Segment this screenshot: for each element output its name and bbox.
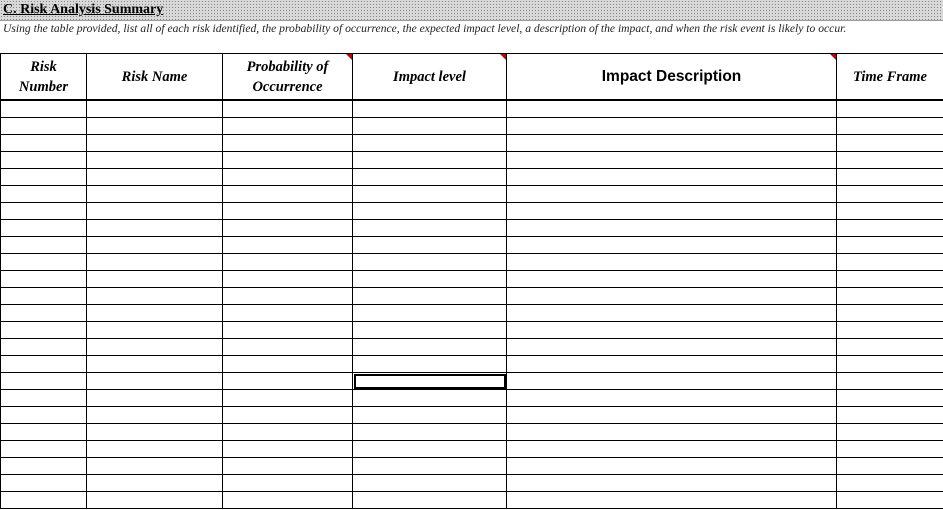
table-cell[interactable] <box>507 373 837 390</box>
table-cell[interactable] <box>507 100 837 118</box>
table-cell[interactable] <box>1 169 87 186</box>
table-cell[interactable] <box>223 356 353 373</box>
table-cell[interactable] <box>507 186 837 203</box>
table-cell[interactable] <box>353 424 507 441</box>
table-cell[interactable] <box>1 152 87 169</box>
table-cell[interactable] <box>223 373 353 390</box>
table-cell[interactable] <box>223 186 353 203</box>
table-cell[interactable] <box>507 475 837 492</box>
table-cell[interactable] <box>87 390 223 407</box>
table-cell[interactable] <box>353 390 507 407</box>
header-risk-number-line1: Risk <box>30 58 57 75</box>
table-cell[interactable] <box>223 322 353 339</box>
table-cell[interactable] <box>353 271 507 288</box>
table-cell[interactable] <box>353 475 507 492</box>
table-row <box>1 135 943 152</box>
table-cell[interactable] <box>87 288 223 305</box>
table-cell[interactable] <box>223 237 353 254</box>
table-cell[interactable] <box>353 237 507 254</box>
table-row <box>1 254 943 271</box>
table-cell[interactable] <box>507 339 837 356</box>
table-cell[interactable] <box>353 118 507 135</box>
table-cell[interactable] <box>837 100 943 118</box>
table-row <box>1 100 943 118</box>
table-cell[interactable] <box>223 118 353 135</box>
table-cell[interactable] <box>507 441 837 458</box>
table-cell[interactable] <box>837 407 943 424</box>
table-cell[interactable] <box>837 458 943 475</box>
table-cell[interactable] <box>507 288 837 305</box>
table-cell[interactable] <box>837 203 943 220</box>
table-cell[interactable] <box>223 203 353 220</box>
table-cell[interactable] <box>223 271 353 288</box>
table-cell[interactable] <box>87 424 223 441</box>
table-row <box>1 169 943 186</box>
table-cell[interactable] <box>353 254 507 271</box>
table-cell[interactable] <box>837 237 943 254</box>
header-time-frame-label: Time Frame <box>853 68 927 85</box>
table-cell[interactable] <box>87 339 223 356</box>
header-probability[interactable] <box>223 54 353 101</box>
table-cell[interactable] <box>353 407 507 424</box>
table-cell[interactable] <box>223 220 353 237</box>
table-cell[interactable] <box>353 356 507 373</box>
table-row <box>1 271 943 288</box>
table-cell[interactable] <box>353 305 507 322</box>
table-cell[interactable] <box>223 169 353 186</box>
table-cell[interactable] <box>837 492 943 509</box>
table-cell[interactable] <box>1 288 87 305</box>
table-cell[interactable] <box>1 458 87 475</box>
table-cell[interactable] <box>1 186 87 203</box>
table-cell[interactable] <box>1 339 87 356</box>
table-cell[interactable] <box>837 152 943 169</box>
table-cell[interactable] <box>837 288 943 305</box>
table-cell[interactable] <box>1 322 87 339</box>
table-cell[interactable] <box>507 220 837 237</box>
table-row <box>1 203 943 220</box>
table-cell[interactable] <box>87 186 223 203</box>
header-probability-line1: Probability of <box>246 58 329 75</box>
table-cell[interactable] <box>837 118 943 135</box>
table-cell[interactable] <box>223 288 353 305</box>
table-cell[interactable] <box>87 271 223 288</box>
table-cell[interactable] <box>1 118 87 135</box>
table-cell[interactable] <box>353 322 507 339</box>
table-cell[interactable] <box>507 322 837 339</box>
table-row <box>1 220 943 237</box>
table-cell[interactable] <box>507 169 837 186</box>
table-row <box>1 152 943 169</box>
table-row <box>1 118 943 135</box>
table-cell[interactable] <box>353 152 507 169</box>
table-cell[interactable] <box>353 288 507 305</box>
table-row <box>1 373 943 390</box>
table-cell[interactable] <box>223 424 353 441</box>
table-cell[interactable] <box>1 220 87 237</box>
table-cell[interactable] <box>507 424 837 441</box>
table-cell[interactable] <box>837 169 943 186</box>
table-cell[interactable] <box>837 220 943 237</box>
table-cell[interactable] <box>223 305 353 322</box>
table-cell[interactable] <box>837 254 943 271</box>
table-cell[interactable] <box>353 203 507 220</box>
table-cell[interactable] <box>507 135 837 152</box>
table-cell[interactable] <box>353 100 507 118</box>
table-cell[interactable] <box>837 186 943 203</box>
table-cell[interactable] <box>507 237 837 254</box>
table-cell[interactable] <box>1 237 87 254</box>
table-row <box>1 458 943 475</box>
table-cell[interactable] <box>353 186 507 203</box>
table-cell[interactable] <box>223 475 353 492</box>
table-cell[interactable] <box>87 407 223 424</box>
table-cell[interactable] <box>223 458 353 475</box>
table-cell[interactable] <box>1 424 87 441</box>
table-cell[interactable] <box>1 305 87 322</box>
table-cell[interactable] <box>353 220 507 237</box>
table-cell[interactable] <box>1 203 87 220</box>
table-cell[interactable] <box>353 458 507 475</box>
table-cell[interactable] <box>1 100 87 118</box>
table-cell[interactable] <box>507 271 837 288</box>
table-cell[interactable] <box>353 492 507 509</box>
table-row <box>1 424 943 441</box>
section-title-bar <box>0 0 943 21</box>
table-cell[interactable] <box>223 441 353 458</box>
header-impact-description[interactable] <box>507 54 837 101</box>
table-cell[interactable] <box>87 322 223 339</box>
table-cell[interactable] <box>87 441 223 458</box>
table-cell[interactable] <box>837 135 943 152</box>
table-cell[interactable] <box>507 390 837 407</box>
table-cell[interactable] <box>507 458 837 475</box>
table-cell[interactable] <box>837 305 943 322</box>
table-cell[interactable] <box>1 254 87 271</box>
table-cell[interactable] <box>87 237 223 254</box>
table-cell[interactable] <box>87 100 223 118</box>
table-cell[interactable] <box>87 220 223 237</box>
table-cell[interactable] <box>1 407 87 424</box>
table-cell[interactable] <box>87 356 223 373</box>
table-cell[interactable] <box>837 339 943 356</box>
comment-indicator-icon[interactable] <box>346 54 352 60</box>
header-impact-level-label: Impact level <box>393 68 466 85</box>
table-cell[interactable] <box>837 271 943 288</box>
table-cell[interactable] <box>87 169 223 186</box>
table-cell[interactable] <box>87 135 223 152</box>
table-cell[interactable] <box>223 152 353 169</box>
table-row <box>1 475 943 492</box>
section-title: C. Risk Analysis Summary <box>3 2 164 17</box>
risk-analysis-table <box>0 53 943 509</box>
table-cell[interactable] <box>837 390 943 407</box>
header-row <box>1 54 943 101</box>
table-cell[interactable] <box>837 475 943 492</box>
table-cell[interactable] <box>223 254 353 271</box>
table-row <box>1 407 943 424</box>
table-cell[interactable] <box>223 135 353 152</box>
table-cell[interactable] <box>223 492 353 509</box>
comment-indicator-icon[interactable] <box>500 54 506 60</box>
table-cell[interactable] <box>507 254 837 271</box>
table-cell[interactable] <box>507 356 837 373</box>
table-row <box>1 390 943 407</box>
table-cell[interactable] <box>1 441 87 458</box>
table-cell[interactable] <box>837 356 943 373</box>
header-risk-number[interactable] <box>1 54 87 101</box>
header-risk-number-line2: Number <box>18 78 69 95</box>
instructions-text: Using the table provided, list all of each risk identified, the probability of occurrence, the expected impact level, a description of the impact, and when the risk event is likely to occur. <box>3 22 847 35</box>
table-cell[interactable] <box>223 100 353 118</box>
header-risk-name-label: Risk Name <box>121 68 188 85</box>
table-cell[interactable] <box>1 271 87 288</box>
table-cell[interactable] <box>353 169 507 186</box>
table-row <box>1 441 943 458</box>
header-impact-level[interactable] <box>353 54 507 101</box>
table-cell[interactable] <box>507 118 837 135</box>
table-row <box>1 322 943 339</box>
table-cell[interactable] <box>87 475 223 492</box>
table-cell[interactable] <box>353 339 507 356</box>
table-row <box>1 186 943 203</box>
table-cell[interactable] <box>87 152 223 169</box>
table-cell[interactable] <box>1 475 87 492</box>
table-cell[interactable] <box>87 118 223 135</box>
table-cell[interactable] <box>837 322 943 339</box>
selected-cell[interactable] <box>353 373 507 390</box>
comment-indicator-icon[interactable] <box>830 54 836 60</box>
table-cell[interactable] <box>87 305 223 322</box>
table-cell[interactable] <box>1 135 87 152</box>
table-cell[interactable] <box>507 203 837 220</box>
table-cell[interactable] <box>507 492 837 509</box>
table-row <box>1 288 943 305</box>
table-row <box>1 305 943 322</box>
table-cell[interactable] <box>87 254 223 271</box>
header-probability-line2: Occurrence <box>252 78 323 95</box>
table-cell[interactable] <box>1 373 87 390</box>
table-cell[interactable] <box>87 458 223 475</box>
table-cell[interactable] <box>353 441 507 458</box>
header-time-frame[interactable] <box>837 54 943 101</box>
table-cell[interactable] <box>223 390 353 407</box>
header-risk-name[interactable] <box>87 54 223 101</box>
table-cell[interactable] <box>837 424 943 441</box>
table-cell[interactable] <box>507 407 837 424</box>
table-cell[interactable] <box>837 373 943 390</box>
table-cell[interactable] <box>1 492 87 509</box>
table-row <box>1 492 943 509</box>
table-row <box>1 339 943 356</box>
table-cell[interactable] <box>87 492 223 509</box>
table-cell[interactable] <box>87 373 223 390</box>
table-row <box>1 237 943 254</box>
table-cell[interactable] <box>223 339 353 356</box>
table-cell[interactable] <box>1 390 87 407</box>
table-cell[interactable] <box>223 407 353 424</box>
table-cell[interactable] <box>87 203 223 220</box>
table-cell[interactable] <box>353 135 507 152</box>
table-cell[interactable] <box>837 441 943 458</box>
table-cell[interactable] <box>1 356 87 373</box>
table-row <box>1 356 943 373</box>
header-impact-description-label: Impact Description <box>601 67 742 85</box>
table-cell[interactable] <box>507 152 837 169</box>
table-cell[interactable] <box>507 305 837 322</box>
